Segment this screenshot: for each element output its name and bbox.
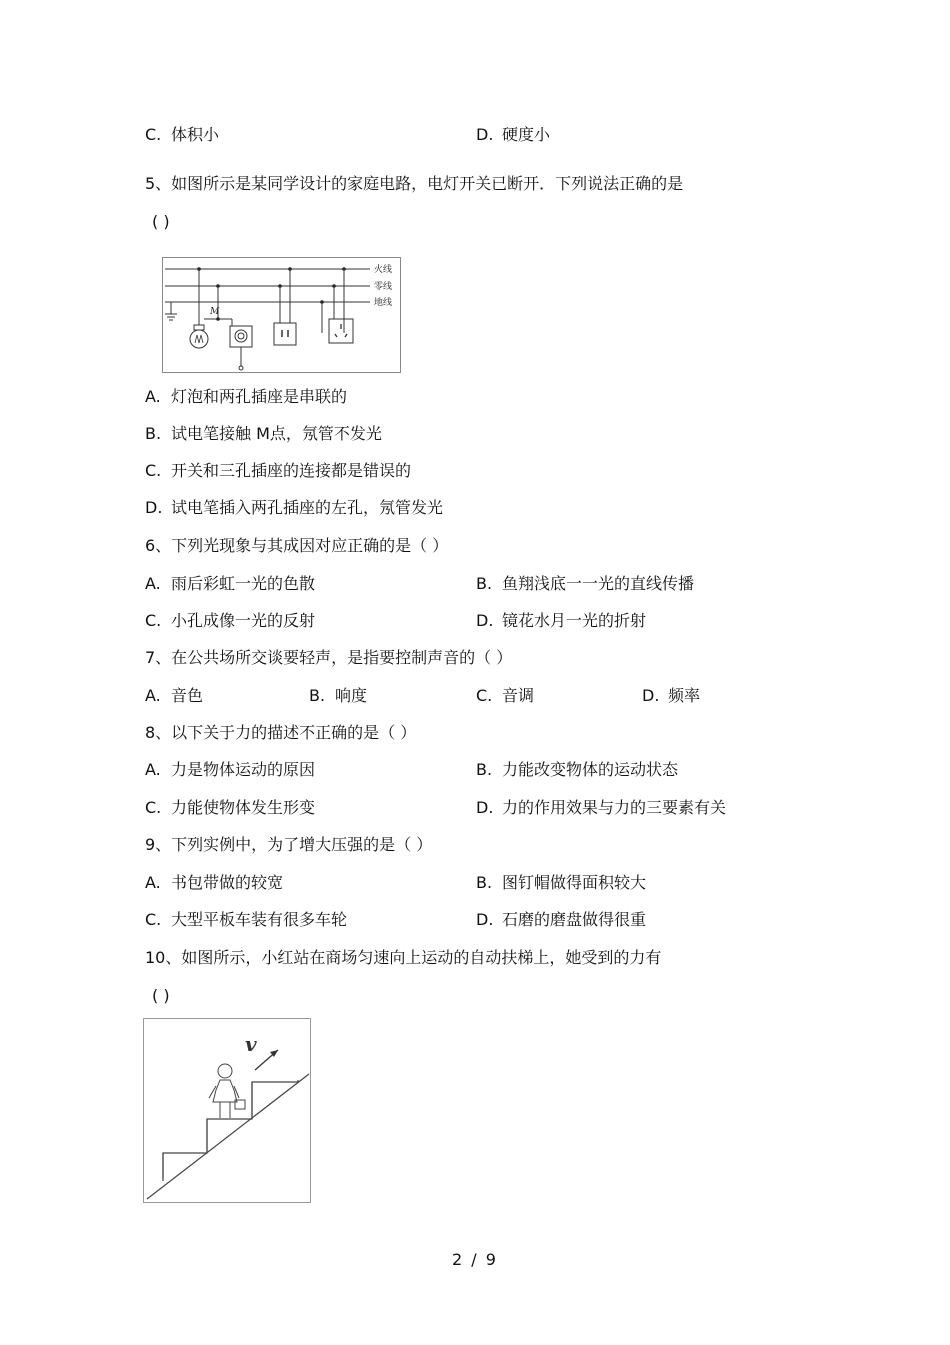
option-letter: B. <box>476 760 493 779</box>
option-letter: B. <box>476 574 493 593</box>
option-text: 小孔成像一光的反射 <box>171 611 316 630</box>
option-letter: C. <box>145 910 162 929</box>
option-text: 镜花水月一光的折射 <box>502 611 647 630</box>
option-text: 灯泡和两孔插座是串联的 <box>171 387 348 406</box>
option-c <box>476 686 534 706</box>
option-b <box>476 574 694 594</box>
option-b <box>476 873 646 893</box>
option-a <box>145 686 203 706</box>
option-text: 响度 <box>335 686 368 705</box>
option-letter: A. <box>145 760 161 779</box>
option-letter: C. <box>145 611 162 630</box>
option-c <box>145 910 347 930</box>
option-text: 力能改变物体的运动状态 <box>502 760 679 779</box>
option-letter: C. <box>145 798 162 817</box>
option-text: 鱼翔浅底一一光的直线传播 <box>502 574 695 593</box>
option-text: 大型平板车装有很多车轮 <box>171 910 348 929</box>
option-b <box>309 686 367 706</box>
option-text: 体积小 <box>171 125 220 144</box>
circuit-diagram <box>162 257 401 373</box>
live-wire-label: 火线 <box>374 265 393 275</box>
option-text: 书包带做的较宽 <box>171 873 284 892</box>
option-text: 雨后彩虹一光的色散 <box>171 574 316 593</box>
option-letter: D. <box>476 798 494 817</box>
neutral-wire-label: 零线 <box>374 282 393 292</box>
option-text: 力能使物体发生形变 <box>171 798 316 817</box>
option-text: 试电笔接触 M点，氖管不发光 <box>171 424 382 443</box>
option-letter: A. <box>145 686 161 705</box>
question-6-stem: 6、下列光现象与其成因对应正确的是（ ） <box>145 536 449 555</box>
option-d <box>476 611 646 631</box>
option-d <box>642 686 700 706</box>
option-c <box>145 611 315 631</box>
option-d <box>476 798 726 818</box>
option-text: 图钉帽做得面积较大 <box>502 873 647 892</box>
point-m-label: M <box>210 307 220 317</box>
option-b <box>145 424 382 444</box>
person-icon <box>209 1064 245 1118</box>
option-letter: C. <box>145 461 162 480</box>
option-text: 开关和三孔插座的连接都是错误的 <box>171 461 412 480</box>
option-letter: B. <box>145 424 162 443</box>
option-text: 音色 <box>171 686 204 705</box>
option-letter: B. <box>476 873 493 892</box>
option-letter: A. <box>145 574 161 593</box>
option-letter: C. <box>476 686 493 705</box>
question-7-stem: 7、在公共场所交谈要轻声，是指要控制声音的（ ） <box>145 648 513 667</box>
question-5-stem: 5、如图所示是某同学设计的家庭电路，电灯开关已断开．下列说法正确的是 <box>145 174 684 193</box>
option-letter: D. <box>476 611 494 630</box>
option-letter: D. <box>642 686 660 705</box>
option-text: 力是物体运动的原因 <box>171 760 316 779</box>
option-text: 试电笔插入两孔插座的左孔，氖管发光 <box>171 498 444 517</box>
option-letter: A. <box>145 873 161 892</box>
question-10-stem: 10、如图所示，小红站在商场匀速向上运动的自动扶梯上，她受到的力有 <box>145 948 662 967</box>
answer-parentheses: ( ) <box>152 986 170 1005</box>
option-letter: B. <box>309 686 326 705</box>
answer-parentheses: ( ) <box>152 212 170 231</box>
option-c <box>145 798 315 818</box>
ground-wire-label: 地线 <box>374 298 393 308</box>
question-9-stem: 9、下列实例中，为了增大压强的是（ ） <box>145 835 433 854</box>
option-d <box>145 498 443 518</box>
option-text: 音调 <box>502 686 535 705</box>
option-c <box>145 461 411 481</box>
question-8-stem: 8、以下关于力的描述不正确的是（ ） <box>145 723 417 742</box>
option-text: 力的作用效果与力的三要素有关 <box>502 798 727 817</box>
escalator-diagram <box>143 1018 311 1203</box>
option-a <box>145 873 283 893</box>
option-text: 石磨的磨盘做得很重 <box>502 910 647 929</box>
option-letter: C. <box>145 125 162 144</box>
option-b <box>476 760 678 780</box>
household-circuit-figure <box>162 257 401 373</box>
option-letter: D. <box>476 910 494 929</box>
page-number: 2 / 9 <box>452 1250 498 1269</box>
option-c <box>145 125 219 145</box>
option-letter: D. <box>145 498 163 517</box>
option-d <box>476 910 646 930</box>
option-text: 硬度小 <box>502 125 551 144</box>
option-letter: A. <box>145 387 161 406</box>
option-a <box>145 387 347 407</box>
option-d <box>476 125 550 145</box>
escalator-figure <box>143 1018 311 1203</box>
option-a <box>145 760 315 780</box>
option-letter: D. <box>476 125 494 144</box>
velocity-label: v <box>245 1032 257 1056</box>
option-a <box>145 574 315 594</box>
option-text: 频率 <box>668 686 701 705</box>
